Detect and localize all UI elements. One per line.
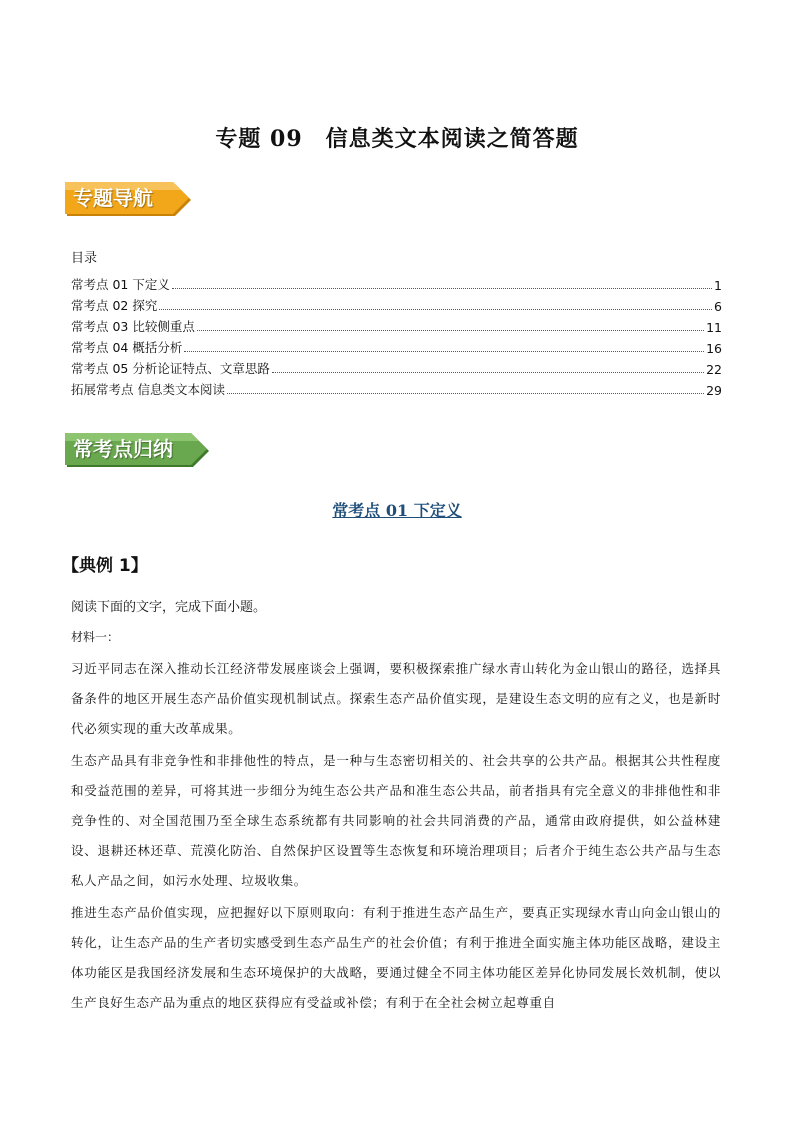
toc-item[interactable] bbox=[71, 377, 722, 398]
toc-item-label: 常考点 03 比较侧重点 bbox=[71, 319, 195, 334]
toc-item-page: 11 bbox=[706, 320, 722, 335]
section-title-link[interactable]: 常考点 01 下定义 bbox=[332, 501, 462, 520]
toc-item[interactable] bbox=[71, 314, 722, 335]
key-points-label: 常考点归纳 bbox=[73, 437, 173, 461]
toc-item-label: 常考点 05 分析论证特点、文章思路 bbox=[71, 361, 270, 376]
toc-item-label: 常考点 02 探究 bbox=[71, 298, 158, 313]
key-points-badge bbox=[63, 431, 213, 471]
toc-item[interactable] bbox=[71, 356, 722, 377]
toc-heading: 目录 bbox=[71, 251, 98, 266]
toc-leader-dots bbox=[184, 351, 704, 352]
paragraph: 推进生态产品价值实现，应把握好以下原则取向：有利于推进生态产品生产，要真正实现绿水青山向金山银山的转化，让生态产品的生产者切实感受到生态产品生产的社会价值；有利于推进全面实施主体功能区战略，建设主体功能区是我国经济发展和生态环境保护的大战略，要通过健全不同主体功能区差异化协同发展长效机制，使以生产良好生态产品为重点的地区获得应有受益或补偿；有利于在全社会树立起尊重自 bbox=[71, 905, 721, 1010]
paragraph: 习近平同志在深入推动长江经济带发展座谈会上强调，要积极探索推广绿水青山转化为金山银山的路径，选择具备条件的地区开展生态产品价值实现机制试点。探索生态产品价值实现，是建设生态文明的应有之义，也是新时代必须实现的重大改革成果。 bbox=[71, 661, 721, 736]
toc-item-page: 16 bbox=[706, 341, 722, 356]
toc-leader-dots bbox=[159, 309, 712, 310]
topic-guide-badge bbox=[63, 180, 195, 220]
toc-leader-dots bbox=[227, 393, 704, 394]
toc-item-label: 常考点 04 概括分析 bbox=[71, 340, 183, 355]
toc-item[interactable] bbox=[71, 293, 722, 314]
document-title: 专题 09 信息类文本阅读之简答题 bbox=[215, 126, 579, 152]
table-of-contents bbox=[71, 272, 722, 398]
toc-item[interactable] bbox=[71, 272, 722, 293]
toc-leader-dots bbox=[272, 372, 704, 373]
toc-item-label: 拓展常考点 信息类文本阅读 bbox=[71, 382, 225, 397]
toc-leader-dots bbox=[197, 330, 704, 331]
example-title: 【典例 1】 bbox=[62, 556, 148, 576]
toc-item-page: 6 bbox=[714, 299, 722, 314]
paragraph: 生态产品具有非竞争性和非排他性的特点，是一种与生态密切相关的、社会共享的公共产品。根据其公共性程度和受益范围的差异，可将其进一步细分为纯生态公共产品和准生态公共品，前者指具有完全意义的非排他性和非竞争性的、对全国范围乃至全球生态系统都有共同影响的社会共同消费的产品，通常由政府提供，如公益林建设、退耕还林还草、荒漠化防治、自然保护区设置等生态恢复和环境治理项目；后者介于纯生态公共产品与生态私人产品之间，如污水处理、垃圾收集。 bbox=[71, 753, 721, 888]
toc-item[interactable] bbox=[71, 335, 722, 356]
toc-item-label: 常考点 01 下定义 bbox=[71, 277, 170, 292]
reading-instruction: 阅读下面的文字，完成下面小题。 bbox=[71, 600, 267, 615]
topic-guide-label: 专题导航 bbox=[73, 186, 153, 210]
toc-item-page: 29 bbox=[706, 383, 722, 398]
toc-item-page: 1 bbox=[714, 278, 722, 293]
toc-leader-dots bbox=[172, 288, 712, 289]
material-text bbox=[71, 654, 721, 1020]
toc-item-page: 22 bbox=[706, 362, 722, 377]
material-label: 材料一： bbox=[71, 630, 120, 644]
